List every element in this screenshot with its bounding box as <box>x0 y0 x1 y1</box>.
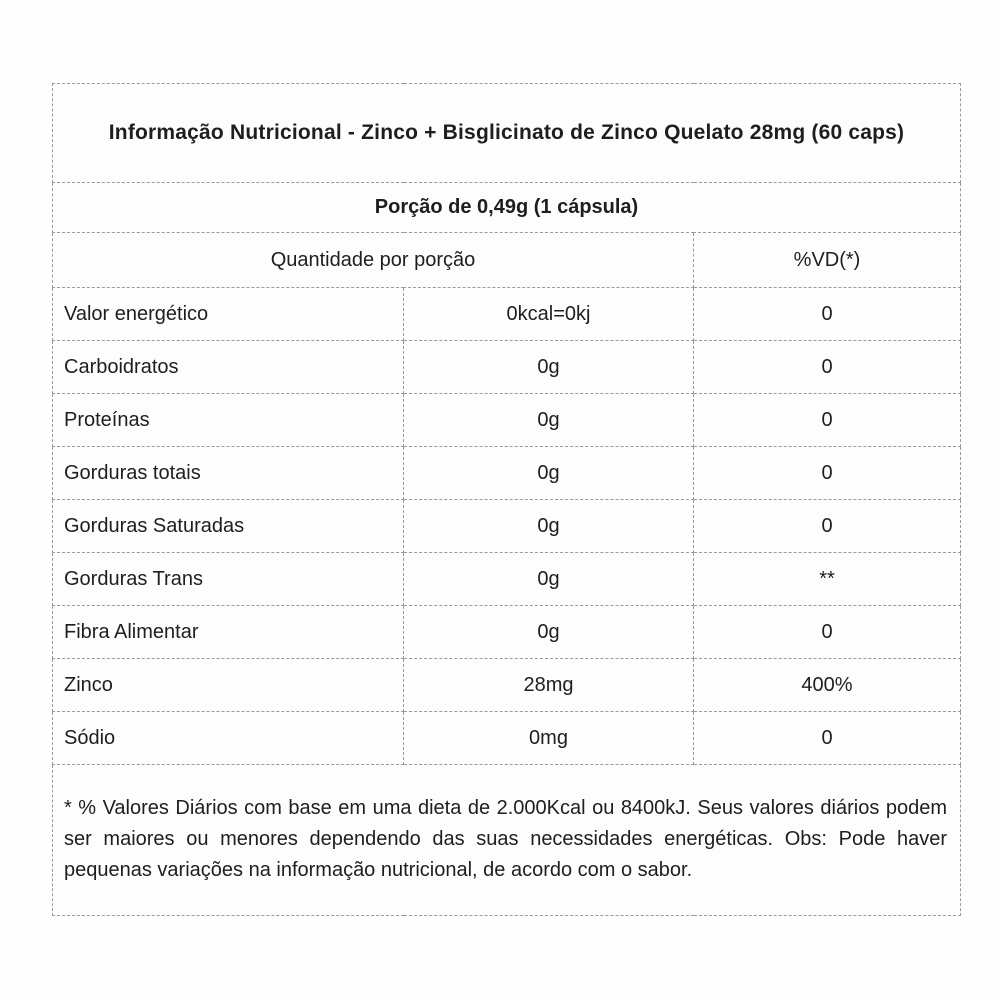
column-header-row <box>53 233 961 288</box>
table-row <box>53 659 961 712</box>
table-row <box>53 288 961 341</box>
footnote: * % Valores Diários com base em uma dieta de 2.000Kcal ou 8400kJ. Seus valores diários podem ser maiores ou menores dependendo das suas necessidades energéticas. Obs: Pode haver pequenas variações na informação nutricional, de acordo com o sabor. <box>53 765 961 916</box>
nutrient-dv: 0 <box>694 447 961 500</box>
nutrient-amount: 28mg <box>404 659 694 712</box>
nutrient-label: Gorduras totais <box>53 447 404 500</box>
table-row <box>53 606 961 659</box>
nutrient-label: Fibra Alimentar <box>53 606 404 659</box>
serving-row <box>53 183 961 233</box>
nutrient-label: Gorduras Trans <box>53 553 404 606</box>
nutrient-dv: ** <box>694 553 961 606</box>
table-row <box>53 341 961 394</box>
nutrient-amount: 0g <box>404 447 694 500</box>
nutrient-dv: 0 <box>694 288 961 341</box>
nutrient-amount: 0g <box>404 500 694 553</box>
nutrient-label: Gorduras Saturadas <box>53 500 404 553</box>
table-row <box>53 500 961 553</box>
table-row <box>53 447 961 500</box>
amount-column-header: Quantidade por porção <box>53 233 694 288</box>
footnote-row <box>53 765 961 916</box>
nutrient-amount: 0g <box>404 606 694 659</box>
table-title: Informação Nutricional - Zinco + Bisglicinato de Zinco Quelato 28mg (60 caps) <box>53 84 961 183</box>
nutrient-label: Carboidratos <box>53 341 404 394</box>
nutrient-dv: 0 <box>694 394 961 447</box>
dv-column-header: %VD(*) <box>694 233 961 288</box>
nutrition-table <box>52 83 961 916</box>
table-row <box>53 394 961 447</box>
table-row <box>53 712 961 765</box>
nutrient-label: Proteínas <box>53 394 404 447</box>
nutrient-dv: 0 <box>694 712 961 765</box>
serving-size: Porção de 0,49g (1 cápsula) <box>53 183 961 233</box>
nutrient-label: Sódio <box>53 712 404 765</box>
nutrient-dv: 400% <box>694 659 961 712</box>
nutrient-dv: 0 <box>694 500 961 553</box>
nutrient-label: Zinco <box>53 659 404 712</box>
nutrient-dv: 0 <box>694 341 961 394</box>
nutrient-amount: 0kcal=0kj <box>404 288 694 341</box>
nutrient-amount: 0g <box>404 553 694 606</box>
title-row <box>53 84 961 183</box>
nutrient-dv: 0 <box>694 606 961 659</box>
nutrient-amount: 0g <box>404 394 694 447</box>
nutrient-label: Valor energético <box>53 288 404 341</box>
nutrient-amount: 0mg <box>404 712 694 765</box>
table-row <box>53 553 961 606</box>
nutrient-amount: 0g <box>404 341 694 394</box>
